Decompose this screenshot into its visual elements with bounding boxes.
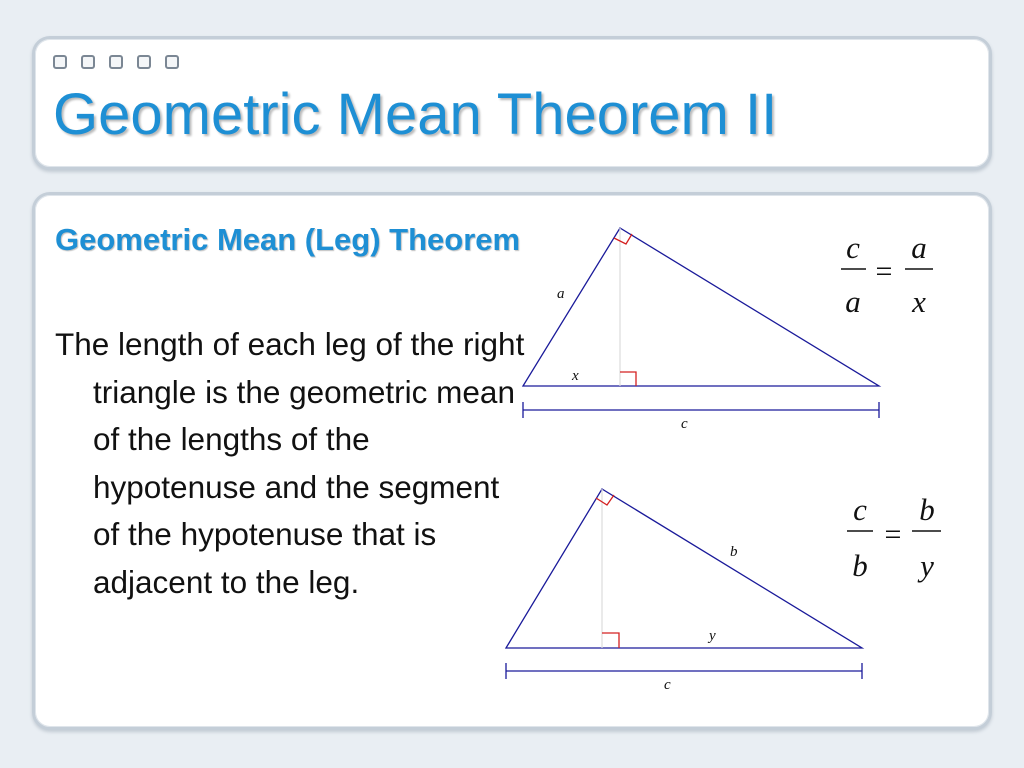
triangle-figure-1 bbox=[523, 228, 879, 432]
eq2-left-numerator: c bbox=[853, 492, 867, 527]
triangle-figure-2 bbox=[506, 489, 862, 693]
right-angle-mark-top-2 bbox=[596, 495, 614, 505]
right-angle-mark-top-1 bbox=[614, 234, 632, 244]
equation-1 bbox=[841, 230, 933, 319]
leg-label-a: a bbox=[557, 286, 565, 302]
right-triangle-1 bbox=[523, 228, 879, 386]
eq2-right-numerator: b bbox=[919, 492, 935, 527]
slide-title: Geometric Mean Theorem II bbox=[53, 82, 778, 147]
leg-label-b: b bbox=[730, 544, 738, 560]
hypotenuse-label-c-1: c bbox=[681, 416, 688, 432]
eq2-equals: = bbox=[884, 518, 902, 551]
segment-label-x: x bbox=[572, 368, 579, 384]
right-angle-mark-foot-2 bbox=[602, 633, 619, 648]
right-angle-mark-foot-1 bbox=[620, 372, 636, 386]
eq1-left-numerator: c bbox=[846, 230, 860, 265]
equation-2 bbox=[847, 492, 941, 583]
eq1-right-denominator: x bbox=[912, 284, 926, 319]
right-triangle-2 bbox=[506, 489, 862, 648]
eq2-left-denominator: b bbox=[852, 548, 868, 583]
eq1-left-denominator: a bbox=[845, 284, 861, 319]
theorem-heading: Geometric Mean (Leg) Theorem bbox=[55, 222, 521, 257]
theorem-statement: The length of each leg of the right triangle is the geometric mean of the lengths of the hypotenuse and the segment of the hypotenuse that is adjacent to the leg. bbox=[55, 326, 525, 600]
eq1-right-numerator: a bbox=[911, 230, 927, 265]
segment-label-y: y bbox=[709, 628, 716, 644]
hypotenuse-label-c-2: c bbox=[664, 677, 671, 693]
eq2-right-denominator: y bbox=[920, 548, 934, 583]
eq1-equals: = bbox=[875, 255, 893, 288]
